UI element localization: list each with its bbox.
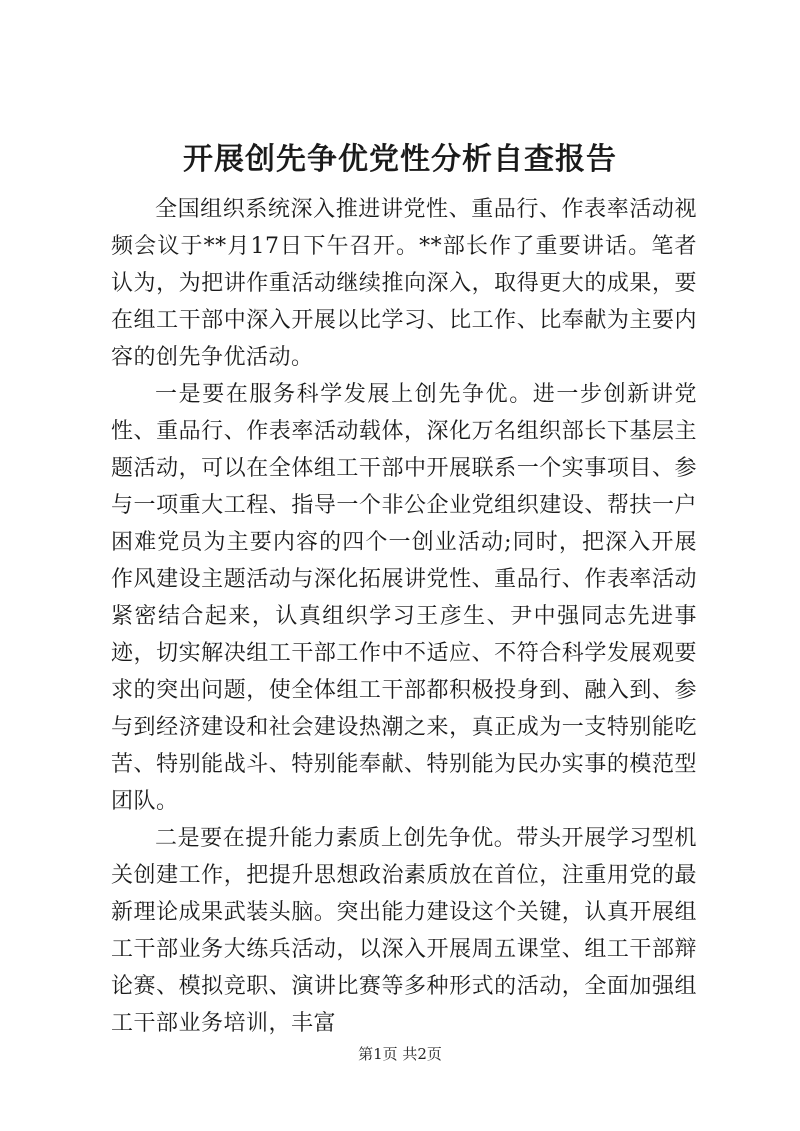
paragraph-point-two: 二是要在提升能力素质上创先争优。带头开展学习型机关创建工作，把提升思想政治素质放在首位，注重用党的最新理论成果武装头脑。突出能力建设这个关键，认真开展组工干部业务大练兵活动，以深入开展周五课堂、组工干部辩论赛、模拟竞职、演讲比赛等多种形式的活动，全面加强组工干部业务培训，丰富 xyxy=(111,826,697,1036)
paragraph-intro: 全国组织系统深入推进讲党性、重品行、作表率活动视频会议于**月17日下午召开。**部长作了重要讲话。笔者认为，为把讲作重活动继续推向深入，取得更大的成果，要在组工干部中深入开展以比学习、比工作、比奉献为主要内容的创先争优活动。 xyxy=(111,197,697,370)
document-body xyxy=(111,191,697,1042)
document-title: 开展创先争优党性分析自查报告 xyxy=(183,142,617,177)
page-footer: 第1页 共2页 xyxy=(358,1045,442,1063)
paragraph-point-one: 一是要在服务科学发展上创先争优。进一步创新讲党性、重品行、作表率活动载体，深化万名组织部长下基层主题活动，可以在全体组工干部中开展联系一个实事项目、参与一项重大工程、指导一个非公企业党组织建设、帮扶一户困难党员为主要内容的四个一创业活动;同时，把深入开展作风建设主题活动与深化拓展讲党性、重品行、作表率活动紧密结合起来，认真组织学习王彦生、尹中强同志先进事迹，切实解决组工干部工作中不适应、不符合科学发展观要求的突出问题，使全体组工干部都积极投身到、融入到、参与到经济建设和社会建设热潮之来，真正成为一支特别能吃苦、特别能战斗、特别能奉献、特别能为民办实事的模范型团队。 xyxy=(111,382,697,814)
